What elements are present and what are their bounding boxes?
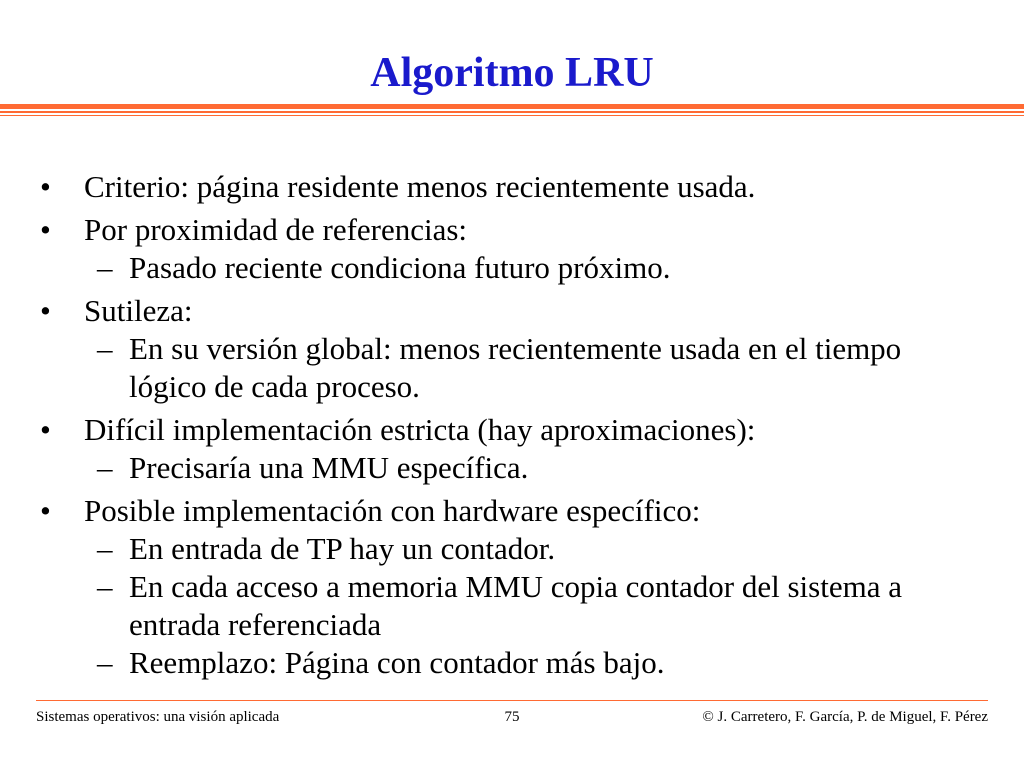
footer-divider xyxy=(36,700,988,701)
bullet-marker: • xyxy=(40,212,51,247)
sub-marker: – xyxy=(97,645,113,680)
sub-item xyxy=(40,449,1000,487)
bullet-text: Por proximidad de referencias: xyxy=(84,212,468,247)
bullet-text: Criterio: página residente menos recientemente usada. xyxy=(84,169,756,204)
bullet-text: Sutileza: xyxy=(84,293,193,328)
sub-item xyxy=(40,644,1000,682)
sub-item xyxy=(40,330,959,406)
sub-text: Pasado reciente condiciona futuro próximo. xyxy=(129,250,671,285)
footer-copyright: © J. Carretero, F. García, P. de Miguel, F. Pérez xyxy=(702,709,988,725)
sub-text: En cada acceso a memoria MMU copia contador del sistema a entrada referenciada xyxy=(129,569,902,642)
bullet-item xyxy=(40,168,1000,206)
sub-marker: – xyxy=(97,250,113,285)
sub-text: En entrada de TP hay un contador. xyxy=(129,531,556,566)
sub-text: Precisaría una MMU específica. xyxy=(129,450,529,485)
bullet-text: Difícil implementación estricta (hay aproximaciones): xyxy=(84,412,756,447)
bullet-text: Posible implementación con hardware específico: xyxy=(84,493,701,528)
bullet-item xyxy=(40,211,1000,249)
sub-marker: – xyxy=(97,331,113,366)
footer-page-number: 75 xyxy=(504,709,520,725)
bullet-marker: • xyxy=(40,293,51,328)
bullet-marker: • xyxy=(40,493,51,528)
bullet-list xyxy=(40,168,1000,682)
bullet-marker: • xyxy=(40,412,51,447)
title-divider-thick xyxy=(0,104,1024,109)
title-divider-hairline xyxy=(0,115,1024,116)
sub-item xyxy=(40,530,1000,568)
bullet-item xyxy=(40,492,1000,530)
slide-title: Algoritmo LRU xyxy=(370,50,654,96)
sub-item xyxy=(40,568,999,644)
sub-item xyxy=(40,249,1000,287)
bullet-item xyxy=(40,411,1000,449)
sub-marker: – xyxy=(97,569,113,604)
bullet-marker: • xyxy=(40,169,51,204)
title-divider-thin xyxy=(0,111,1024,113)
footer-book-title: Sistemas operativos: una visión aplicada xyxy=(36,709,280,725)
sub-marker: – xyxy=(97,531,113,566)
sub-text: En su versión global: menos recientemente usada en el tiempo lógico de cada proceso. xyxy=(129,331,902,404)
sub-text: Reemplazo: Página con contador más bajo. xyxy=(129,645,665,680)
sub-marker: – xyxy=(97,450,113,485)
bullet-item xyxy=(40,292,1000,330)
